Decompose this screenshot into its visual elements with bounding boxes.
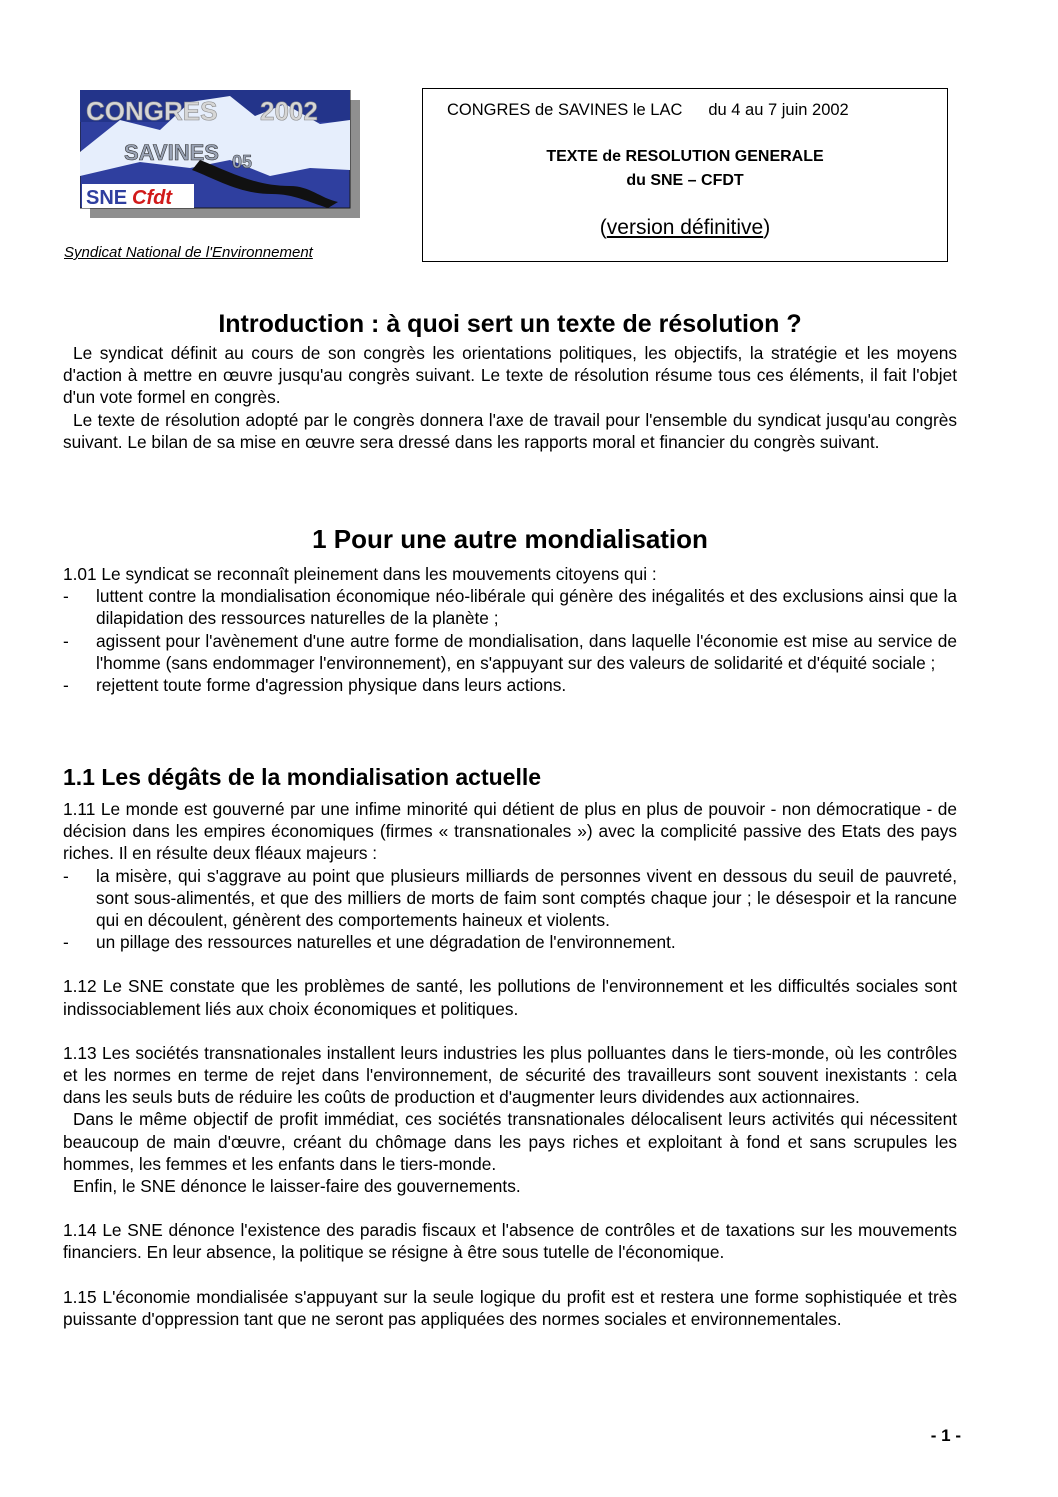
- intro-paragraph-1: Le syndicat définit au cours de son congrès les orientations politiques, les objectifs, la stratégie et les moyens d'action à mettre en œuvre jusqu'au congrès suivant. Le texte de résolution résume tous ces éléments, il fait l'objet d'un vote formel en congrès.: [63, 343, 957, 408]
- paragraph-1-12: 1.12 Le SNE constate que les problèmes de santé, les pollutions de l'environnement et les difficultés sociales sont indissociablement liés aux choix économiques et politiques.: [63, 976, 957, 1019]
- dash-bullet: -: [63, 586, 69, 607]
- dash-bullet: -: [63, 675, 69, 696]
- congress-dates: du 4 au 7 juin 2002: [708, 101, 849, 119]
- dash-bullet: -: [63, 932, 69, 953]
- logo-caption: Syndicat National de l'Environnement: [64, 244, 313, 261]
- section-1-1-heading: 1.1 Les dégâts de la mondialisation actuelle: [63, 764, 542, 790]
- list-item-text: la misère, qui s'aggrave au point que plusieurs milliards de personnes vivent en dessous du seuil de pauvreté, sont sous-alimentés, et que des milliers de morts de faim sont comptés chaque jour ; le désespoir et la rancune qui en découlent, génèrent des comportements haineux et violents.: [96, 865, 957, 931]
- list-item: [63, 865, 957, 932]
- header-box: [422, 88, 948, 262]
- list-item: [63, 585, 957, 629]
- congress-line: [447, 101, 849, 120]
- paragraph-1-15: 1.15 L'économie mondialisée s'appuyant sur la seule logique du profit est et restera une forme sophistiquée et très puissante d'oppression tant que ne seront pas appliquées des normes sociales et environnementales.: [63, 1286, 957, 1329]
- resolution-title-line1: TEXTE de RESOLUTION GENERALE: [546, 148, 824, 165]
- version-text: version définitive: [606, 216, 764, 239]
- paragraph-1-11: 1.11 Le monde est gouverné par une infime minorité qui détient de plus en plus de pouvoir - non démocratique - de décision dans les empires économiques (firmes « transnationales ») avec la complicité passive des Etats des pays riches. Il en résulte deux fléaux majeurs :: [63, 799, 957, 864]
- list-item-text: un pillage des ressources naturelles et une dégradation de l'environnement.: [96, 932, 676, 953]
- section-1-body: [63, 563, 957, 696]
- svg-text:SNE: SNE: [86, 187, 128, 209]
- paragraph-1-13-end: Enfin, le SNE dénonce le laisser-faire des gouvernements.: [73, 1176, 521, 1197]
- paragraph-1-13-cont: Dans le même objectif de profit immédiat, ces sociétés transnationales délocalisent leurs activités qui nécessitent beaucoup de main d'œuvre, créant du chômage dans les pays riches et exploitant à fond et sans scrupules les hommes, les femmes et les enfants dans le tiers-monde.: [63, 1109, 957, 1174]
- list-item: [63, 931, 957, 953]
- intro-paragraph-2: Le texte de résolution adopté par le congrès donnera l'axe de travail pour l'ensemble du syndicat jusqu'au congrès suivant. Le bilan de sa mise en œuvre sera dressé dans les rapports moral et financier du congrès suivant.: [63, 409, 957, 452]
- list-item: [63, 674, 957, 696]
- page-number: - 1 -: [930, 1426, 961, 1445]
- section-1-heading: 1 Pour une autre mondialisation: [312, 524, 708, 554]
- svg-text:Cfdt: Cfdt: [132, 187, 172, 209]
- paragraph-1-01: 1.01 Le syndicat se reconnaît pleinement dans les mouvements citoyens qui :: [63, 564, 657, 584]
- intro-heading: Introduction : à quoi sert un texte de résolution ?: [218, 310, 802, 338]
- svg-text:CONGRES: CONGRES: [86, 96, 218, 126]
- resolution-title-line2: du SNE – CFDT: [626, 172, 744, 189]
- version-paren-close: ): [763, 216, 771, 239]
- list-item-text: luttent contre la mondialisation économique néo-libérale qui génère des inégalités et des exclusions ainsi que la dilapidation des ressources naturelles de la planète ;: [96, 586, 957, 629]
- list-item-text: rejettent toute forme d'agression physique dans leurs actions.: [96, 675, 567, 696]
- paragraph-1-14: 1.14 Le SNE dénonce l'existence des paradis fiscaux et l'absence de contrôles et de taxations sur les mouvements financiers. En leur absence, la politique se résigne à être sous tutelle de l'économique.: [63, 1220, 957, 1263]
- version-label: [423, 216, 947, 240]
- dash-bullet: -: [63, 630, 69, 651]
- congress-logo: [80, 90, 360, 218]
- svg-text:SAVINES: SAVINES: [124, 140, 219, 165]
- dash-bullet: -: [63, 865, 69, 886]
- list-item: [63, 630, 957, 674]
- list-item-text: agissent pour l'avènement d'une autre forme de mondialisation, dans laquelle l'économie est mise au service de l'homme (sans endommager l'environnement), en s'appuyant sur des valeurs de solidarité et d'équité sociale ;: [96, 630, 957, 673]
- svg-text:05: 05: [232, 152, 253, 172]
- svg-text:2002: 2002: [260, 96, 318, 126]
- section-1-1-body: [63, 798, 957, 1330]
- congress-name: CONGRES de SAVINES le LAC: [447, 101, 683, 119]
- paragraph-1-13: 1.13 Les sociétés transnationales installent leurs industries les plus polluantes dans le tiers-monde, où les contrôles et les normes en terme de rejet dans l'environnement, de sécurité des travailleurs sont souvent inexistants : cela dans les seuls buts de réduire les coûts de production et d'augmenter leurs dividendes aux actionnaires.: [63, 1042, 957, 1108]
- intro-body: [63, 342, 957, 453]
- version-paren-open: (: [599, 216, 607, 239]
